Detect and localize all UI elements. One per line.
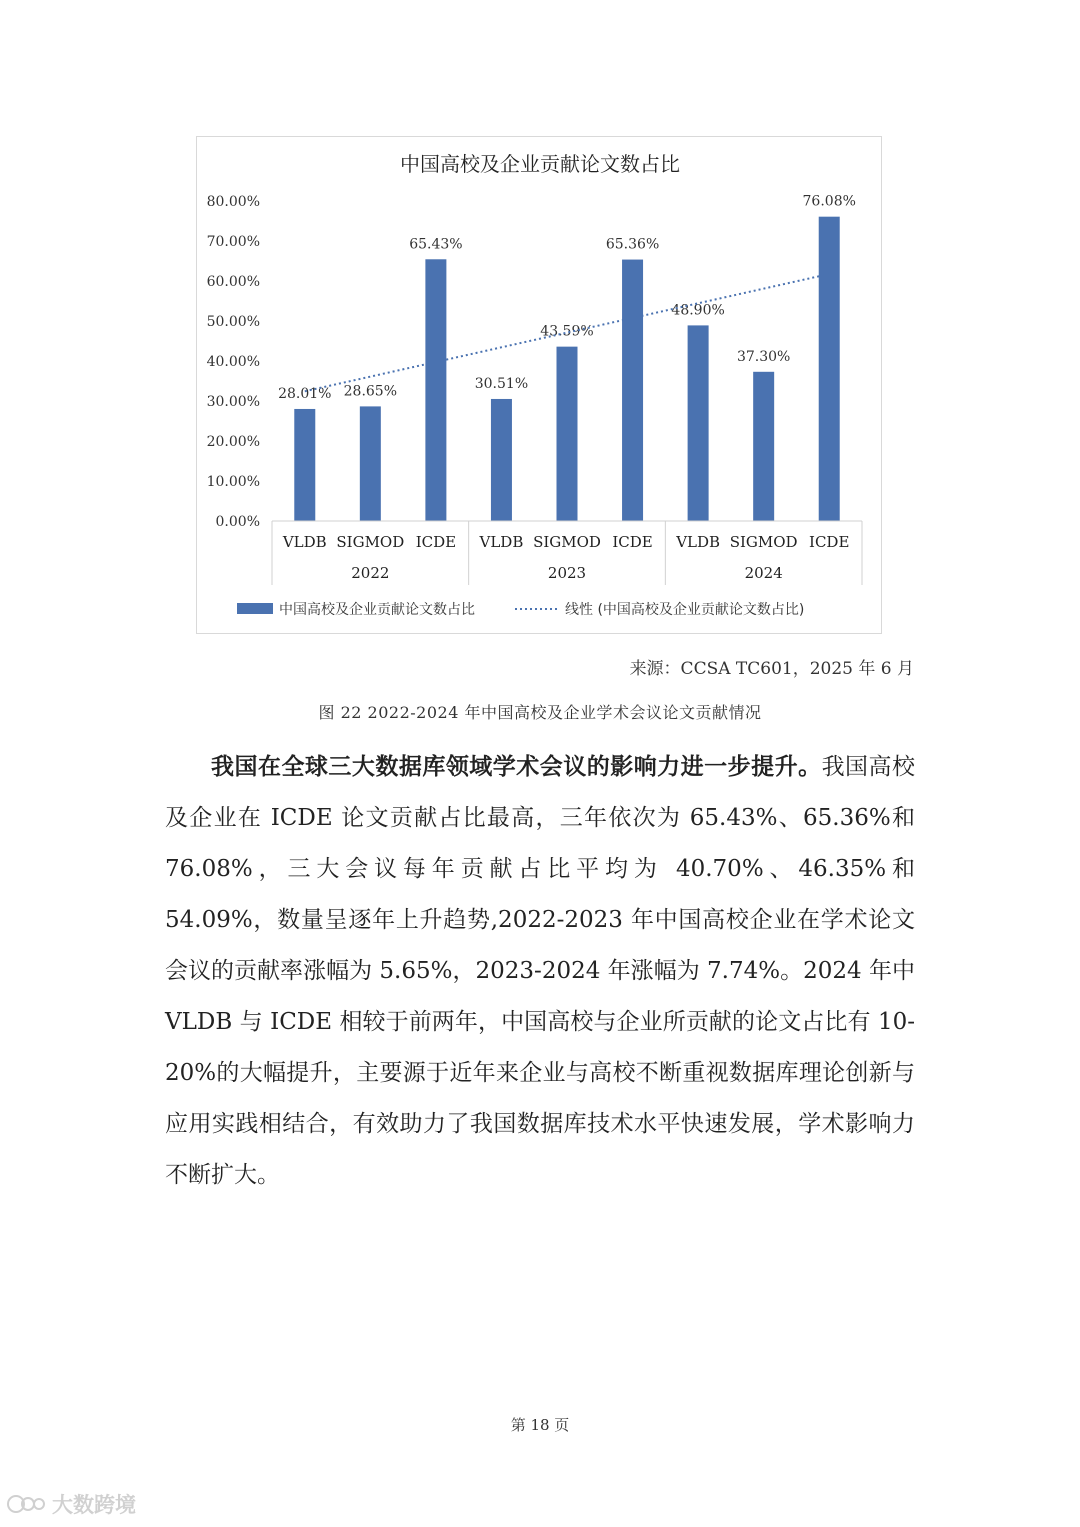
x-tick-label: VLDB xyxy=(282,533,327,551)
y-tick-label: 50.00% xyxy=(206,314,260,330)
x-tick-label: SIGMOD xyxy=(533,533,601,551)
data-label: 37.30% xyxy=(736,348,791,365)
legend-bar-label: 中国高校及企业贡献论文数占比 xyxy=(279,602,475,618)
body-paragraph xyxy=(165,742,915,1201)
bar xyxy=(360,406,381,521)
bar xyxy=(688,325,709,521)
x-tick-label: ICDE xyxy=(415,533,457,551)
y-tick-label: 0.00% xyxy=(215,514,260,530)
bar xyxy=(491,399,512,521)
data-label: 28.65% xyxy=(343,383,398,400)
group-label: 2024 xyxy=(744,564,783,582)
data-label: 30.51% xyxy=(474,375,529,392)
paragraph-body: 我国高校及企业在 ICDE 论文贡献占比最高，三年依次为 65.43%、65.36%和 76.08%，三大会议每年贡献占比平均为 40.70%、46.35%和 54.09%，数量呈逐年上升趋势,2022-2023 年中国高校企业在学术论文会议的贡献率涨幅为 5.65%，2023-2024 年涨幅为 7.74%。2024 年中 VLDB 与 ICDE 相较于前两年，中国高校与企业所贡献的论文占比有 10-20%的大幅提升，主要源于近年来企业与高校不断重视数据库理论创新与应用实践相结合，有效助力了我国数据库技术水平快速发展，学术影响力不断扩大。 xyxy=(165,754,916,1188)
paragraph-lead: 我国在全球三大数据库领域学术会议的影响力进一步提升。 xyxy=(211,754,822,780)
legend-trend-label: 线性 (中国高校及企业贡献论文数占比) xyxy=(565,602,805,618)
bar xyxy=(753,372,774,521)
bar xyxy=(819,217,840,521)
y-tick-label: 20.00% xyxy=(206,434,260,450)
data-label: 48.90% xyxy=(671,302,725,319)
source-note: 来源：CCSA TC601，2025 年 6 月 xyxy=(629,659,914,679)
data-label: 65.43% xyxy=(409,236,463,253)
data-label: 28.01% xyxy=(278,385,332,402)
data-label: 65.36% xyxy=(605,236,660,253)
y-tick-label: 80.00% xyxy=(206,194,260,210)
y-tick-label: 10.00% xyxy=(206,474,260,490)
x-tick-label: ICDE xyxy=(809,533,850,551)
watermark-text: 大数跨境 xyxy=(52,1493,136,1517)
y-tick-label: 60.00% xyxy=(206,274,260,290)
data-label: 43.59% xyxy=(540,323,594,340)
data-label: 76.08% xyxy=(802,193,856,210)
x-tick-label: VLDB xyxy=(479,533,524,551)
bar xyxy=(622,260,643,521)
page-number: 第 18 页 xyxy=(510,1416,570,1434)
bar-chart xyxy=(197,137,883,635)
figure-caption: 图 22 2022-2024 年中国高校及企业学术会议论文贡献情况 xyxy=(318,703,762,722)
x-tick-label: VLDB xyxy=(676,533,721,551)
bar xyxy=(557,347,578,521)
y-tick-label: 40.00% xyxy=(206,354,260,370)
x-tick-label: SIGMOD xyxy=(729,533,798,551)
group-label: 2022 xyxy=(351,564,390,582)
group-label: 2023 xyxy=(547,564,587,582)
legend-bar-swatch xyxy=(237,603,273,614)
x-tick-label: ICDE xyxy=(612,533,653,551)
bar xyxy=(294,409,315,521)
y-tick-label: 30.00% xyxy=(206,394,260,410)
bar xyxy=(425,259,446,521)
chart-container xyxy=(196,136,882,634)
x-tick-label: SIGMOD xyxy=(336,533,405,551)
y-tick-label: 70.00% xyxy=(206,234,260,250)
watermark xyxy=(6,1490,136,1518)
chart-title: 中国高校及企业贡献论文数占比 xyxy=(400,152,680,176)
watermark-logo-icon xyxy=(6,1492,48,1516)
